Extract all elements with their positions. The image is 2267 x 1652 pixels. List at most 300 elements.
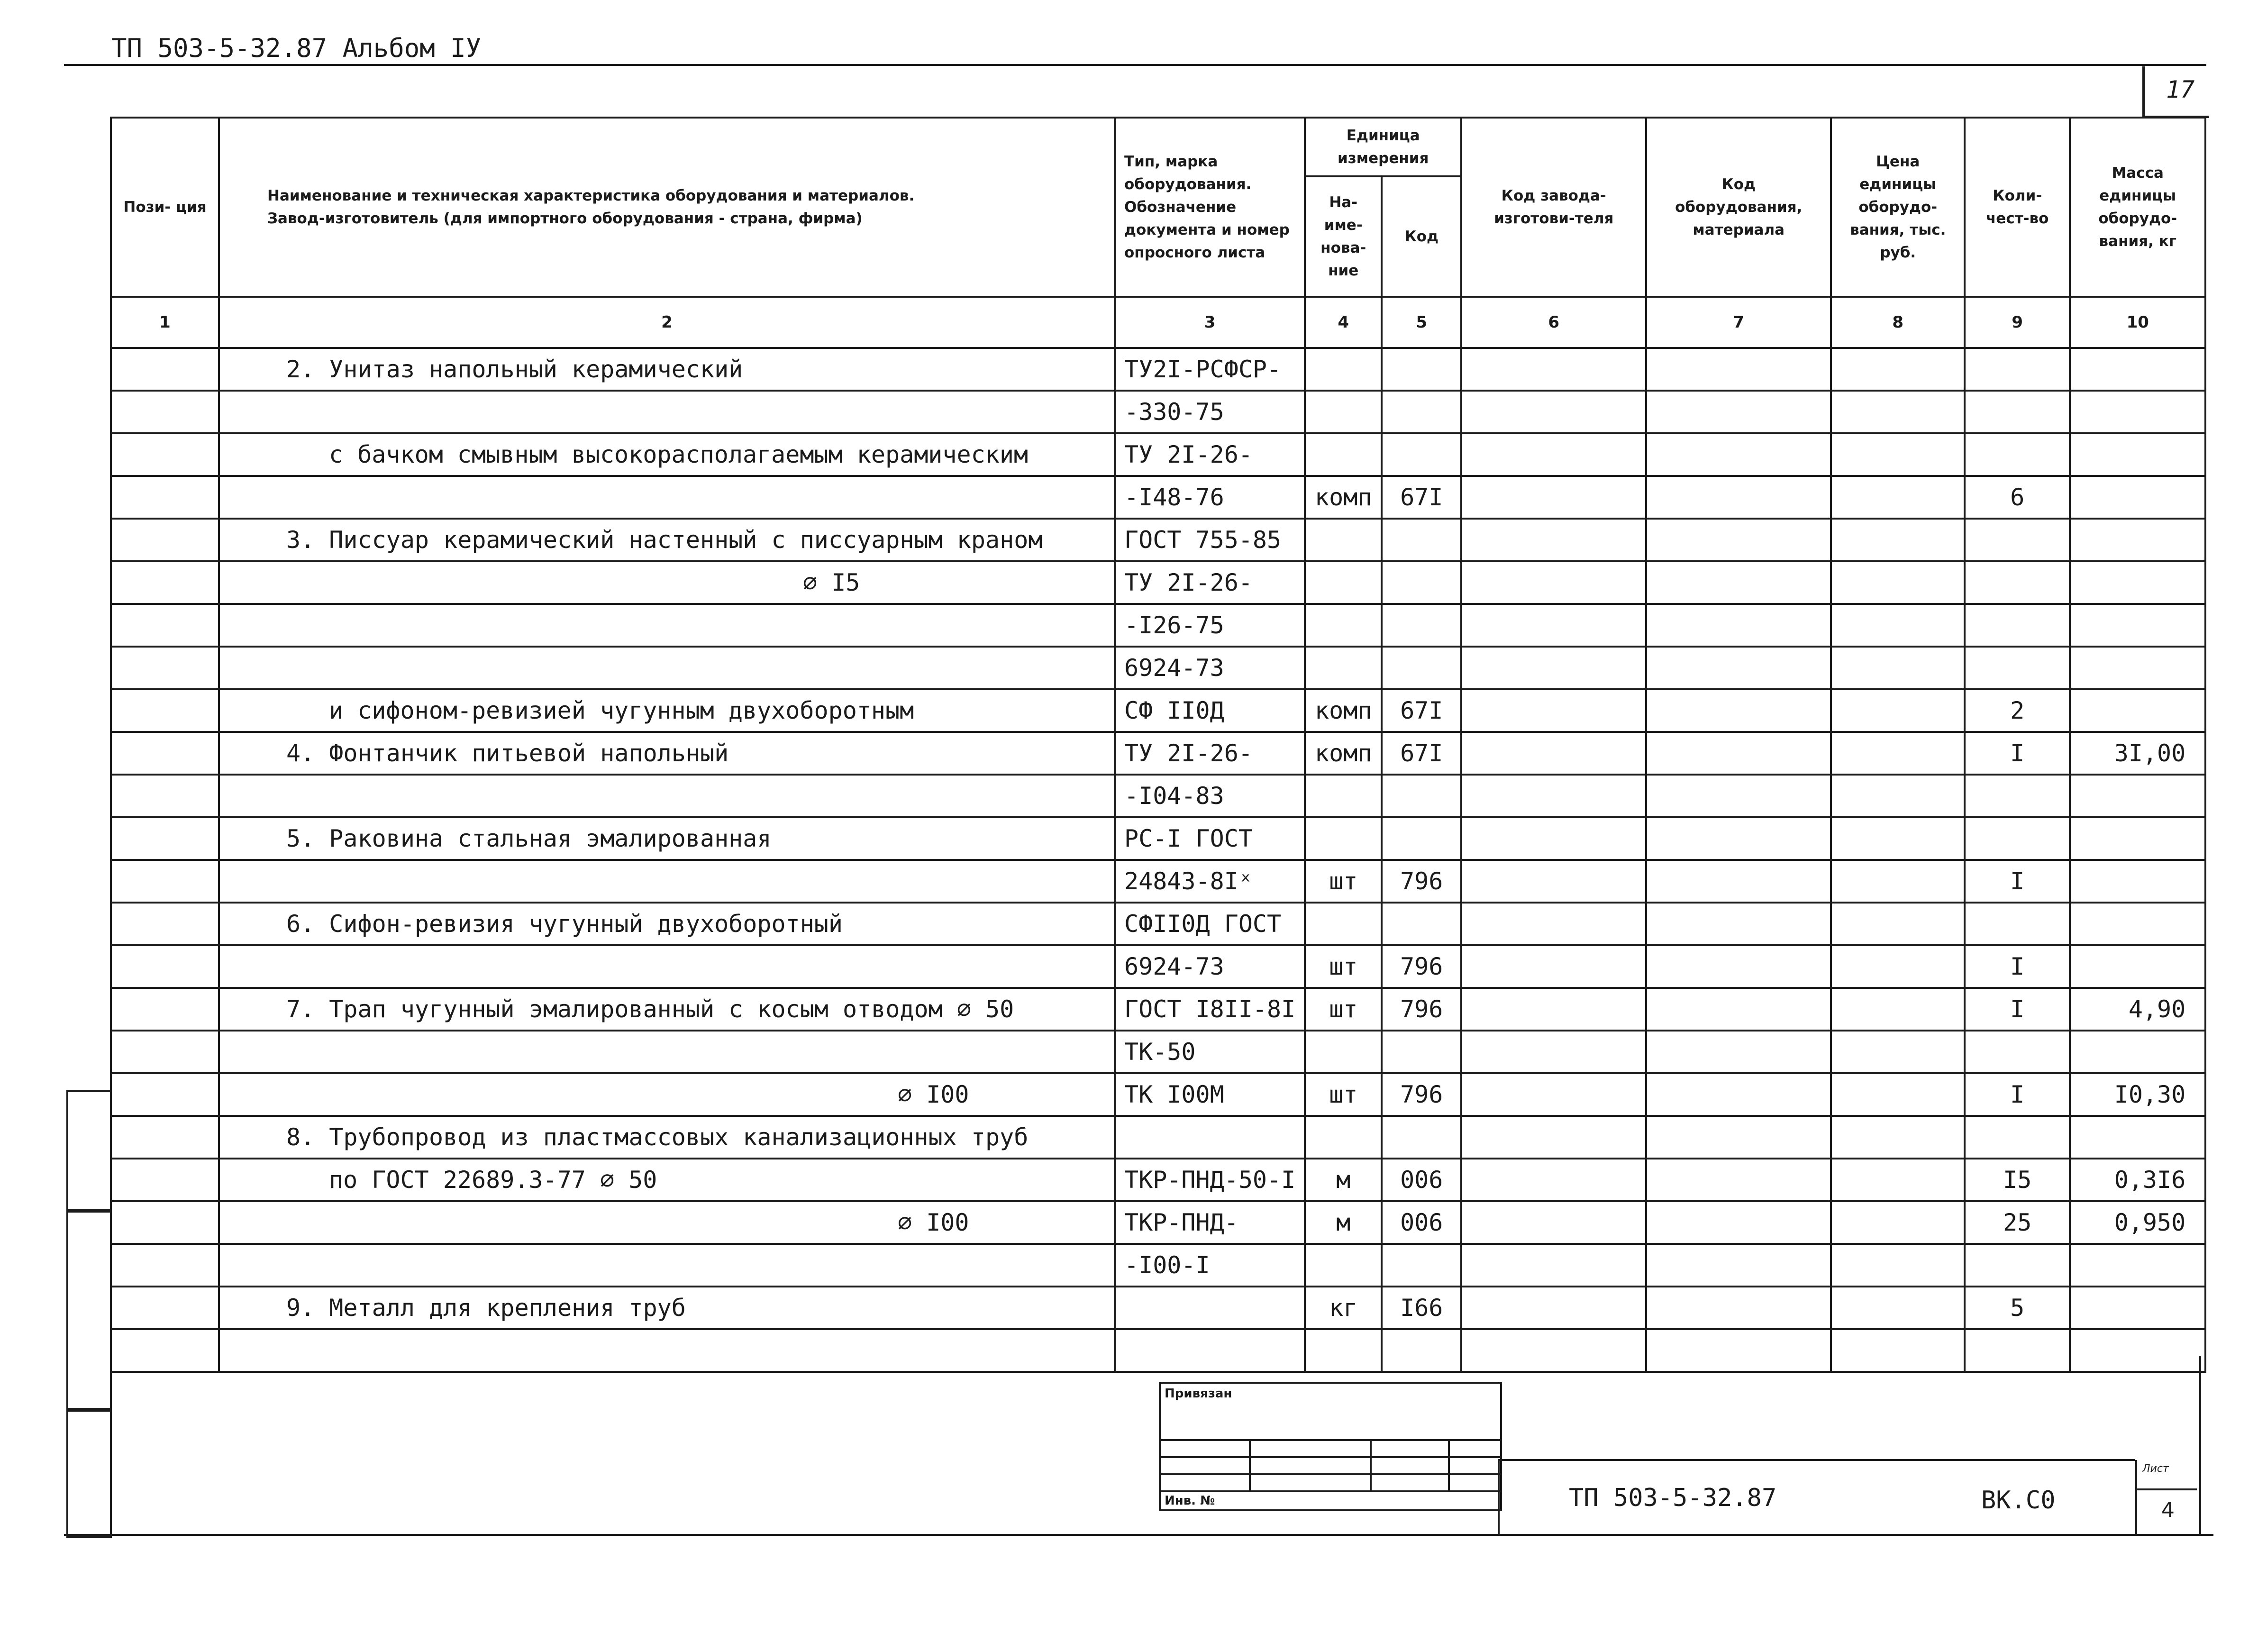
cell-unit-name bbox=[1305, 519, 1382, 561]
cell-plant-code bbox=[1461, 647, 1646, 689]
cell-type: -330-75 bbox=[1115, 391, 1305, 433]
cell-plant-code bbox=[1461, 860, 1646, 903]
col-header-quantity: Коли-чест-во bbox=[1965, 118, 2070, 297]
cell-unit-code bbox=[1382, 1031, 1461, 1073]
cell-plant-code bbox=[1461, 604, 1646, 647]
cell-type: РС-I ГОСТ bbox=[1115, 817, 1305, 860]
table-row bbox=[111, 1116, 2205, 1159]
col-header-name: Наименование и техническая характеристика оборудования и материалов. Завод-изготовитель (для импортного оборудования - страна, фирма) bbox=[219, 118, 1115, 297]
cell-equipment-code bbox=[1646, 817, 1831, 860]
cell-quantity: I bbox=[1965, 945, 2070, 988]
cell-price bbox=[1831, 1287, 1965, 1329]
cell-unit-code bbox=[1382, 348, 1461, 391]
cell-position bbox=[111, 1244, 219, 1287]
cell-position bbox=[111, 476, 219, 519]
cell-unit-code: 67I bbox=[1382, 732, 1461, 775]
cell-unit-name bbox=[1305, 1031, 1382, 1073]
cell-name: 4. Фонтанчик питьевой напольный bbox=[219, 732, 1115, 775]
col-number: 4 bbox=[1305, 297, 1382, 348]
cell-position bbox=[111, 689, 219, 732]
cell-price bbox=[1831, 1329, 1965, 1372]
cell-equipment-code bbox=[1646, 1329, 1831, 1372]
cell-unit-name bbox=[1305, 1244, 1382, 1287]
table-row bbox=[111, 348, 2205, 391]
cell-unit-code: 796 bbox=[1382, 988, 1461, 1031]
cell-quantity: I5 bbox=[1965, 1159, 2070, 1201]
cell-quantity bbox=[1965, 433, 2070, 476]
cell-name bbox=[219, 945, 1115, 988]
cell-position bbox=[111, 1201, 219, 1244]
cell-equipment-code bbox=[1646, 1244, 1831, 1287]
cell-mass bbox=[2070, 1031, 2205, 1073]
col-number: 3 bbox=[1115, 297, 1305, 348]
cell-price bbox=[1831, 945, 1965, 988]
cell-plant-code bbox=[1461, 476, 1646, 519]
cell-unit-name bbox=[1305, 391, 1382, 433]
cell-name: 9. Металл для крепления труб bbox=[219, 1287, 1115, 1329]
cell-quantity bbox=[1965, 1116, 2070, 1159]
cell-quantity bbox=[1965, 817, 2070, 860]
cell-position bbox=[111, 1329, 219, 1372]
cell-unit-name bbox=[1305, 903, 1382, 945]
cell-position bbox=[111, 1287, 219, 1329]
cell-mass bbox=[2070, 817, 2205, 860]
table-row bbox=[111, 1201, 2205, 1244]
cell-name: 6. Сифон-ревизия чугунный двухоборотный bbox=[219, 903, 1115, 945]
cell-mass bbox=[2070, 391, 2205, 433]
cell-unit-code: 796 bbox=[1382, 860, 1461, 903]
cell-position bbox=[111, 604, 219, 647]
header-rule bbox=[64, 64, 2206, 66]
cell-mass bbox=[2070, 775, 2205, 817]
cell-equipment-code bbox=[1646, 945, 1831, 988]
table-row bbox=[111, 519, 2205, 561]
cell-plant-code bbox=[1461, 1329, 1646, 1372]
col-number: 2 bbox=[219, 297, 1115, 348]
cell-type: -I00-I bbox=[1115, 1244, 1305, 1287]
cell-unit-name bbox=[1305, 433, 1382, 476]
cell-price bbox=[1831, 1244, 1965, 1287]
cell-plant-code bbox=[1461, 1073, 1646, 1116]
cell-unit-code bbox=[1382, 775, 1461, 817]
specification-table bbox=[110, 117, 2206, 1373]
cell-position bbox=[111, 561, 219, 604]
table-row bbox=[111, 476, 2205, 519]
cell-type: 6924-73 bbox=[1115, 945, 1305, 988]
table-row bbox=[111, 988, 2205, 1031]
cell-quantity bbox=[1965, 604, 2070, 647]
cell-price bbox=[1831, 775, 1965, 817]
cell-unit-name bbox=[1305, 647, 1382, 689]
cell-quantity bbox=[1965, 1244, 2070, 1287]
cell-equipment-code bbox=[1646, 561, 1831, 604]
cell-unit-name bbox=[1305, 817, 1382, 860]
cell-name bbox=[219, 476, 1115, 519]
cell-mass bbox=[2070, 1244, 2205, 1287]
cell-type bbox=[1115, 1329, 1305, 1372]
cell-unit-name bbox=[1305, 775, 1382, 817]
cell-mass: 0,950 bbox=[2070, 1201, 2205, 1244]
cell-price bbox=[1831, 988, 1965, 1031]
cell-plant-code bbox=[1461, 1031, 1646, 1073]
cell-name: с бачком смывным высокорасполагаемым керамическим bbox=[219, 433, 1115, 476]
cell-plant-code bbox=[1461, 433, 1646, 476]
cell-price bbox=[1831, 1031, 1965, 1073]
cell-equipment-code bbox=[1646, 903, 1831, 945]
binding-stamp bbox=[1159, 1382, 1502, 1511]
cell-type: ГОСТ I8II-8I bbox=[1115, 988, 1305, 1031]
col-number: 7 bbox=[1646, 297, 1831, 348]
cell-name: 5. Раковина стальная эмалированная bbox=[219, 817, 1115, 860]
cell-unit-code bbox=[1382, 604, 1461, 647]
table-row bbox=[111, 561, 2205, 604]
cell-type: 24843-8Iˣ bbox=[1115, 860, 1305, 903]
cell-position bbox=[111, 519, 219, 561]
cell-mass bbox=[2070, 1287, 2205, 1329]
cell-quantity bbox=[1965, 647, 2070, 689]
table-row bbox=[111, 604, 2205, 647]
table-row bbox=[111, 817, 2205, 860]
cell-price bbox=[1831, 1201, 1965, 1244]
cell-equipment-code bbox=[1646, 860, 1831, 903]
cell-plant-code bbox=[1461, 1244, 1646, 1287]
cell-type: ТУ2I-РСФСР- bbox=[1115, 348, 1305, 391]
specification-body bbox=[111, 348, 2205, 1372]
cell-equipment-code bbox=[1646, 348, 1831, 391]
cell-unit-name: м bbox=[1305, 1201, 1382, 1244]
cell-unit-code: 796 bbox=[1382, 945, 1461, 988]
cell-equipment-code bbox=[1646, 647, 1831, 689]
cell-unit-code: 67I bbox=[1382, 476, 1461, 519]
cell-type bbox=[1115, 1116, 1305, 1159]
table-row bbox=[111, 903, 2205, 945]
cell-price bbox=[1831, 732, 1965, 775]
cell-unit-name: комп bbox=[1305, 689, 1382, 732]
cell-type: ТУ 2I-26- bbox=[1115, 561, 1305, 604]
cell-equipment-code bbox=[1646, 391, 1831, 433]
col-number: 10 bbox=[2070, 297, 2205, 348]
cell-type: ТУ 2I-26- bbox=[1115, 732, 1305, 775]
cell-equipment-code bbox=[1646, 988, 1831, 1031]
cell-unit-code bbox=[1382, 1244, 1461, 1287]
cell-price bbox=[1831, 519, 1965, 561]
col-header-price: Цена единицы оборудо-вания, тыс. руб. bbox=[1831, 118, 1965, 297]
cell-name: 8. Трубопровод из пластмассовых канализационных труб bbox=[219, 1116, 1115, 1159]
cell-name: и сифоном-ревизией чугунным двухоборотным bbox=[219, 689, 1115, 732]
cell-plant-code bbox=[1461, 519, 1646, 561]
cell-type: -I48-76 bbox=[1115, 476, 1305, 519]
cell-type: ТК-50 bbox=[1115, 1031, 1305, 1073]
cell-quantity: 25 bbox=[1965, 1201, 2070, 1244]
cell-type: ТКР-ПНД-50-I bbox=[1115, 1159, 1305, 1201]
cell-unit-name bbox=[1305, 348, 1382, 391]
table-row bbox=[111, 775, 2205, 817]
title-block-rule bbox=[1498, 1459, 2135, 1461]
cell-position bbox=[111, 945, 219, 988]
cell-position bbox=[111, 647, 219, 689]
cell-plant-code bbox=[1461, 945, 1646, 988]
table-row bbox=[111, 1329, 2205, 1372]
cell-position bbox=[111, 775, 219, 817]
cell-mass bbox=[2070, 689, 2205, 732]
inventory-label: Инв. № bbox=[1165, 1494, 1215, 1508]
cell-price bbox=[1831, 689, 1965, 732]
cell-unit-name: кг bbox=[1305, 1287, 1382, 1329]
cell-name: 3. Писсуар керамический настенный с писсуарным краном bbox=[219, 519, 1115, 561]
cell-unit-code bbox=[1382, 903, 1461, 945]
cell-mass: 3I,00 bbox=[2070, 732, 2205, 775]
cell-unit-name bbox=[1305, 1329, 1382, 1372]
cell-unit-code bbox=[1382, 433, 1461, 476]
cell-mass bbox=[2070, 348, 2205, 391]
table-row bbox=[111, 732, 2205, 775]
cell-quantity bbox=[1965, 519, 2070, 561]
cell-unit-code bbox=[1382, 1116, 1461, 1159]
col-header-type: Тип, марка оборудования. Обозначение документа и номер опросного листа bbox=[1115, 118, 1305, 297]
cell-quantity bbox=[1965, 348, 2070, 391]
frame-line bbox=[64, 1534, 2213, 1536]
cell-name bbox=[219, 775, 1115, 817]
col-header-mass: Масса единицы оборудо-вания, кг bbox=[2070, 118, 2205, 297]
cell-quantity: I bbox=[1965, 988, 2070, 1031]
cell-unit-code: 006 bbox=[1382, 1159, 1461, 1201]
cell-type: ТУ 2I-26- bbox=[1115, 433, 1305, 476]
cell-name: ⌀ I00 bbox=[219, 1201, 1115, 1244]
cell-position bbox=[111, 860, 219, 903]
col-number: 9 bbox=[1965, 297, 2070, 348]
table-row bbox=[111, 1244, 2205, 1287]
col-header-unit-name: На-име-нова-ние bbox=[1305, 176, 1382, 297]
cell-position bbox=[111, 732, 219, 775]
cell-name bbox=[219, 391, 1115, 433]
margin-strip bbox=[66, 1090, 112, 1213]
cell-position bbox=[111, 391, 219, 433]
cell-position bbox=[111, 1031, 219, 1073]
cell-equipment-code bbox=[1646, 1116, 1831, 1159]
cell-price bbox=[1831, 391, 1965, 433]
cell-name: ⌀ I00 bbox=[219, 1073, 1115, 1116]
cell-name: ⌀ I5 bbox=[219, 561, 1115, 604]
col-number: 6 bbox=[1461, 297, 1646, 348]
cell-unit-name bbox=[1305, 561, 1382, 604]
col-header-position: Пози- ция bbox=[111, 118, 219, 297]
cell-quantity: 2 bbox=[1965, 689, 2070, 732]
cell-quantity: 6 bbox=[1965, 476, 2070, 519]
cell-mass bbox=[2070, 433, 2205, 476]
cell-equipment-code bbox=[1646, 1073, 1831, 1116]
cell-position bbox=[111, 1159, 219, 1201]
table-row bbox=[111, 945, 2205, 988]
cell-quantity: I bbox=[1965, 732, 2070, 775]
cell-unit-code bbox=[1382, 647, 1461, 689]
cell-mass: I0,30 bbox=[2070, 1073, 2205, 1116]
cell-price bbox=[1831, 647, 1965, 689]
title-block-section: ВК.С0 bbox=[1981, 1486, 2056, 1515]
margin-strip bbox=[66, 1209, 112, 1412]
cell-mass bbox=[2070, 1329, 2205, 1372]
cell-mass bbox=[2070, 519, 2205, 561]
frame-line bbox=[2199, 1356, 2201, 1536]
cell-plant-code bbox=[1461, 1159, 1646, 1201]
cell-quantity bbox=[1965, 903, 2070, 945]
table-row bbox=[111, 1287, 2205, 1329]
cell-type: ГОСТ 755-85 bbox=[1115, 519, 1305, 561]
cell-unit-code: 796 bbox=[1382, 1073, 1461, 1116]
cell-equipment-code bbox=[1646, 476, 1831, 519]
cell-equipment-code bbox=[1646, 1287, 1831, 1329]
cell-quantity: I bbox=[1965, 860, 2070, 903]
cell-price bbox=[1831, 561, 1965, 604]
cell-name bbox=[219, 1329, 1115, 1372]
cell-name bbox=[219, 647, 1115, 689]
cell-quantity bbox=[1965, 775, 2070, 817]
cell-unit-name: шт bbox=[1305, 945, 1382, 988]
cell-unit-name: шт bbox=[1305, 860, 1382, 903]
cell-plant-code bbox=[1461, 903, 1646, 945]
cell-mass bbox=[2070, 945, 2205, 988]
cell-position bbox=[111, 348, 219, 391]
cell-plant-code bbox=[1461, 1287, 1646, 1329]
cell-plant-code bbox=[1461, 817, 1646, 860]
sheet-value: 4 bbox=[2161, 1498, 2175, 1522]
col-header-plant-code: Код завода-изготови-теля bbox=[1461, 118, 1646, 297]
cell-quantity bbox=[1965, 1329, 2070, 1372]
cell-unit-name: комп bbox=[1305, 732, 1382, 775]
sheet-label: Лист bbox=[2142, 1463, 2169, 1475]
cell-quantity: I bbox=[1965, 1073, 2070, 1116]
cell-plant-code bbox=[1461, 689, 1646, 732]
cell-price bbox=[1831, 1073, 1965, 1116]
cell-unit-code bbox=[1382, 817, 1461, 860]
cell-type: ТКР-ПНД- bbox=[1115, 1201, 1305, 1244]
col-number: 5 bbox=[1382, 297, 1461, 348]
cell-plant-code bbox=[1461, 391, 1646, 433]
cell-unit-code bbox=[1382, 561, 1461, 604]
cell-unit-name: м bbox=[1305, 1159, 1382, 1201]
cell-equipment-code bbox=[1646, 433, 1831, 476]
bound-label: Привязан bbox=[1165, 1387, 1232, 1401]
cell-equipment-code bbox=[1646, 1159, 1831, 1201]
cell-plant-code bbox=[1461, 1201, 1646, 1244]
cell-price bbox=[1831, 903, 1965, 945]
cell-name: 2. Унитаз напольный керамический bbox=[219, 348, 1115, 391]
cell-position bbox=[111, 1073, 219, 1116]
margin-strip bbox=[66, 1408, 112, 1538]
cell-name bbox=[219, 1031, 1115, 1073]
cell-unit-code bbox=[1382, 391, 1461, 433]
cell-equipment-code bbox=[1646, 689, 1831, 732]
table-row bbox=[111, 647, 2205, 689]
cell-plant-code bbox=[1461, 561, 1646, 604]
cell-name: 7. Трап чугунный эмалированный с косым отводом ⌀ 50 bbox=[219, 988, 1115, 1031]
table-row bbox=[111, 391, 2205, 433]
table-row bbox=[111, 689, 2205, 732]
title-block-rule bbox=[1498, 1459, 1500, 1535]
table-row bbox=[111, 860, 2205, 903]
cell-unit-name bbox=[1305, 604, 1382, 647]
cell-unit-code: 67I bbox=[1382, 689, 1461, 732]
cell-quantity bbox=[1965, 391, 2070, 433]
cell-mass bbox=[2070, 561, 2205, 604]
col-header-unit-code: Код bbox=[1382, 176, 1461, 297]
cell-equipment-code bbox=[1646, 775, 1831, 817]
cell-price bbox=[1831, 860, 1965, 903]
cell-name bbox=[219, 1244, 1115, 1287]
table-row bbox=[111, 1031, 2205, 1073]
cell-position bbox=[111, 988, 219, 1031]
cell-unit-code: I66 bbox=[1382, 1287, 1461, 1329]
cell-plant-code bbox=[1461, 775, 1646, 817]
cell-mass: 0,3I6 bbox=[2070, 1159, 2205, 1201]
cell-position bbox=[111, 903, 219, 945]
cell-plant-code bbox=[1461, 732, 1646, 775]
col-number: 8 bbox=[1831, 297, 1965, 348]
cell-name bbox=[219, 604, 1115, 647]
cell-price bbox=[1831, 476, 1965, 519]
cell-price bbox=[1831, 817, 1965, 860]
cell-price bbox=[1831, 433, 1965, 476]
table-row bbox=[111, 1159, 2205, 1201]
sheet-box-rule bbox=[2135, 1488, 2197, 1490]
col-header-unit: Единица измерения bbox=[1305, 118, 1461, 176]
cell-type: -I04-83 bbox=[1115, 775, 1305, 817]
cell-mass bbox=[2070, 1116, 2205, 1159]
cell-mass bbox=[2070, 647, 2205, 689]
cell-quantity bbox=[1965, 561, 2070, 604]
cell-type: СФ II0Д bbox=[1115, 689, 1305, 732]
cell-price bbox=[1831, 1159, 1965, 1201]
cell-unit-code bbox=[1382, 1329, 1461, 1372]
cell-plant-code bbox=[1461, 1116, 1646, 1159]
cell-equipment-code bbox=[1646, 1201, 1831, 1244]
cell-equipment-code bbox=[1646, 604, 1831, 647]
cell-plant-code bbox=[1461, 348, 1646, 391]
col-number: 1 bbox=[111, 297, 219, 348]
cell-type bbox=[1115, 1287, 1305, 1329]
cell-unit-code bbox=[1382, 519, 1461, 561]
cell-unit-code: 006 bbox=[1382, 1201, 1461, 1244]
cell-unit-name: шт bbox=[1305, 1073, 1382, 1116]
sheet-number: 17 bbox=[2166, 76, 2195, 103]
cell-mass bbox=[2070, 903, 2205, 945]
cell-mass bbox=[2070, 476, 2205, 519]
cell-name bbox=[219, 860, 1115, 903]
cell-position bbox=[111, 817, 219, 860]
document-title: ТП 503-5-32.87 Альбом IУ bbox=[111, 33, 482, 63]
cell-price bbox=[1831, 348, 1965, 391]
title-block-doc-code: ТП 503-5-32.87 bbox=[1569, 1484, 1777, 1512]
cell-unit-name: шт bbox=[1305, 988, 1382, 1031]
cell-position bbox=[111, 1116, 219, 1159]
cell-name: по ГОСТ 22689.3-77 ⌀ 50 bbox=[219, 1159, 1115, 1201]
cell-equipment-code bbox=[1646, 1031, 1831, 1073]
cell-price bbox=[1831, 1116, 1965, 1159]
cell-position bbox=[111, 433, 219, 476]
cell-type: ТК I00М bbox=[1115, 1073, 1305, 1116]
cell-plant-code bbox=[1461, 988, 1646, 1031]
cell-price bbox=[1831, 604, 1965, 647]
cell-mass bbox=[2070, 604, 2205, 647]
cell-unit-name bbox=[1305, 1116, 1382, 1159]
table-row bbox=[111, 1073, 2205, 1116]
cell-quantity: 5 bbox=[1965, 1287, 2070, 1329]
cell-type: СФII0Д ГОСТ bbox=[1115, 903, 1305, 945]
cell-mass bbox=[2070, 860, 2205, 903]
cell-unit-name: комп bbox=[1305, 476, 1382, 519]
cell-mass: 4,90 bbox=[2070, 988, 2205, 1031]
cell-equipment-code bbox=[1646, 519, 1831, 561]
cell-quantity bbox=[1965, 1031, 2070, 1073]
